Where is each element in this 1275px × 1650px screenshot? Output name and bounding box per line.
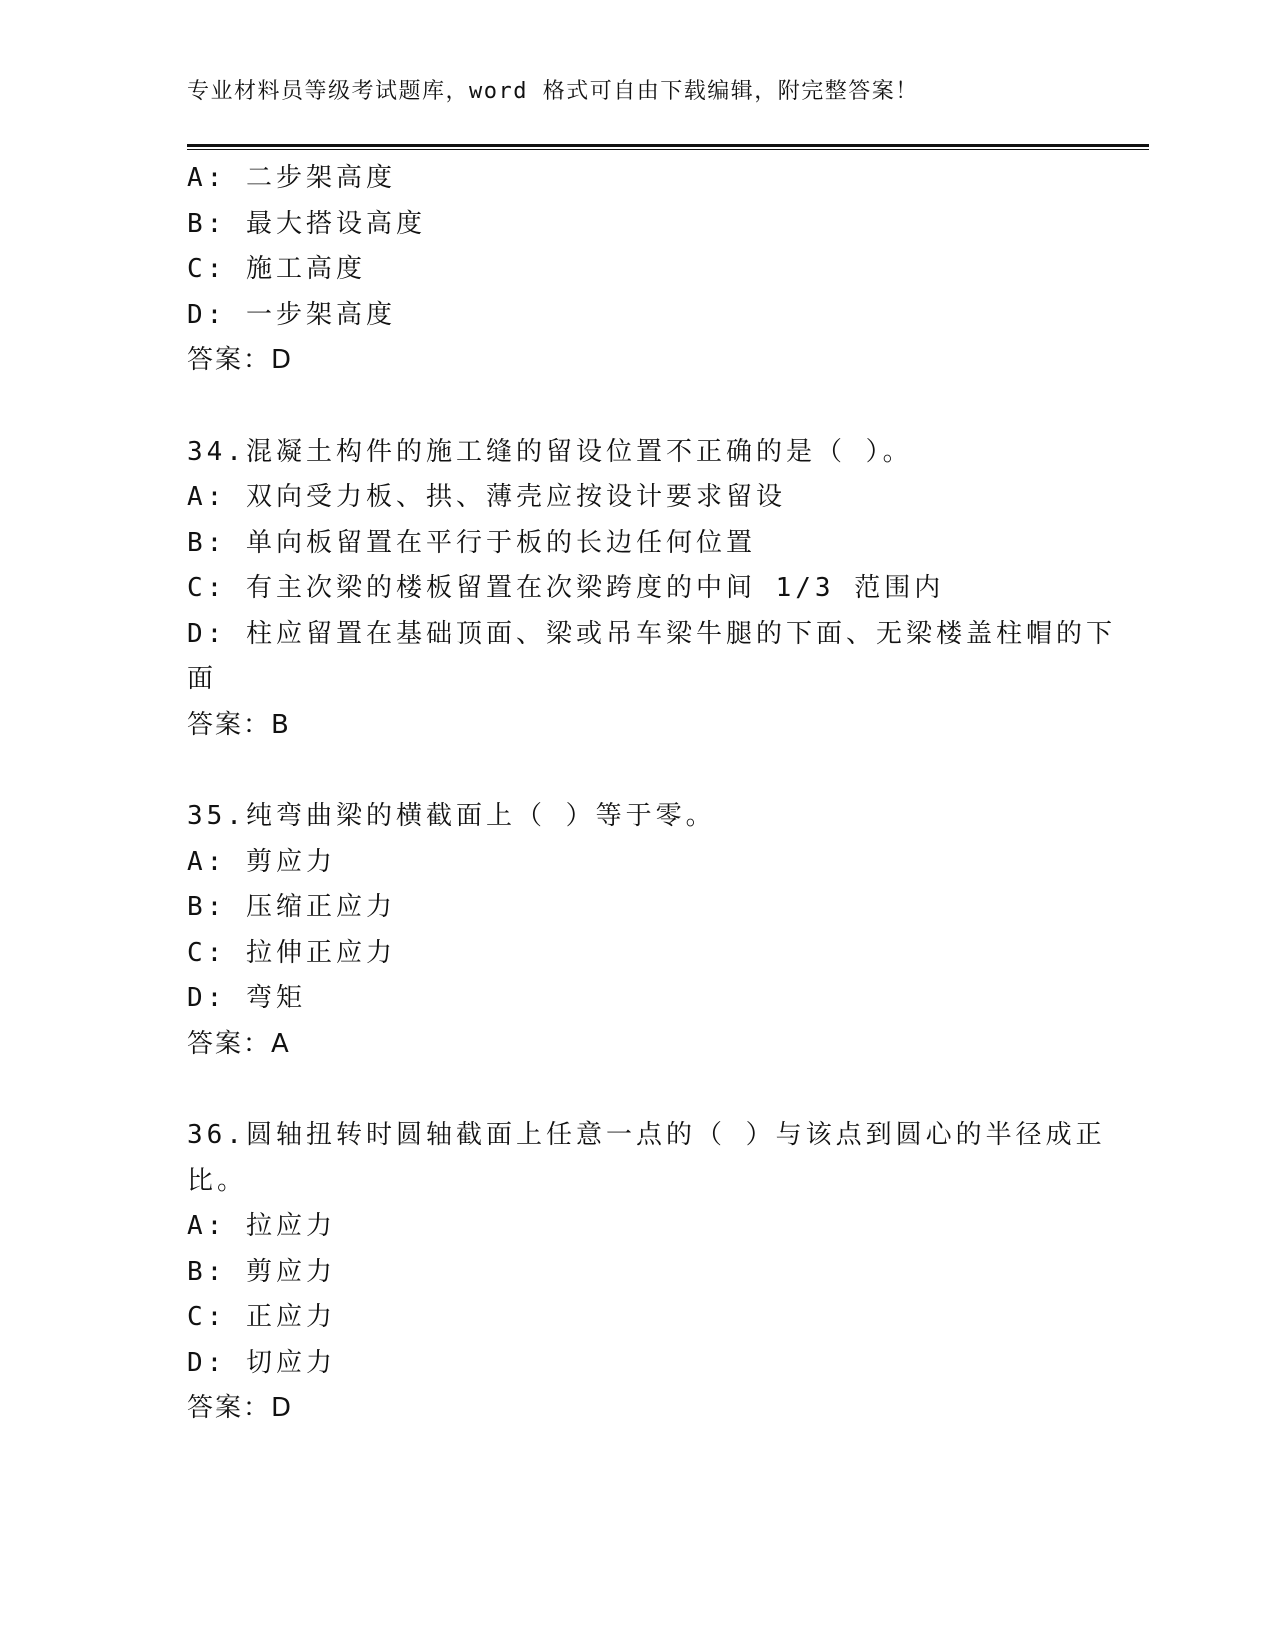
spacer xyxy=(187,1067,1087,1113)
answer-line: 答案：D xyxy=(187,345,294,375)
question-stem-continuation: 比。 xyxy=(187,1165,248,1196)
option-b: B: 单向板留置在平行于板的长边任何位置 xyxy=(187,527,756,558)
header-divider xyxy=(187,144,1149,151)
option-c: C: 施工高度 xyxy=(187,254,366,284)
option-d-continuation: 面 xyxy=(187,664,218,694)
option-d: D: 切应力 xyxy=(187,1347,336,1378)
option-b: B: 剪应力 xyxy=(187,1256,336,1287)
question-34 xyxy=(187,430,1116,749)
answer-line: 答案：D xyxy=(187,1393,294,1423)
answer-line: 答案：A xyxy=(187,1028,291,1059)
question-stem: 35.纯弯曲梁的横截面上（ ）等于零。 xyxy=(187,801,716,831)
question-36 xyxy=(187,1113,1106,1432)
question-content xyxy=(187,156,1116,1432)
question-stem: 34.混凝土构件的施工缝的留设位置不正确的是（ ）。 xyxy=(187,436,913,467)
header-divider-thin xyxy=(187,149,1149,150)
page-header: 专业材料员等级考试题库，word 格式可自由下载编辑，附完整答案！ xyxy=(187,79,919,104)
option-a: A: 双向受力板、拱、薄壳应按设计要求留设 xyxy=(187,482,786,512)
spacer xyxy=(187,384,1087,430)
option-c: C: 正应力 xyxy=(187,1302,336,1332)
option-a: A: 拉应力 xyxy=(187,1211,336,1241)
option-a: A: 剪应力 xyxy=(187,846,336,877)
question-stem: 36.圆轴扭转时圆轴截面上任意一点的（ ）与该点到圆心的半径成正 xyxy=(187,1120,1106,1150)
option-b: B: 最大搭设高度 xyxy=(187,208,426,239)
option-d: D: 弯矩 xyxy=(187,983,306,1013)
option-c: C: 拉伸正应力 xyxy=(187,937,396,968)
option-c: C: 有主次梁的楼板留置在次梁跨度的中间 1/3 范围内 xyxy=(187,573,945,603)
spacer xyxy=(187,748,1087,794)
answer-line: 答案：B xyxy=(187,709,291,740)
option-a: A: 二步架高度 xyxy=(187,163,396,193)
option-d: D: 一步架高度 xyxy=(187,299,396,330)
option-d: D: 柱应留置在基础顶面、梁或吊车梁牛腿的下面、无梁楼盖柱帽的下 xyxy=(187,618,1116,649)
header-divider-thick xyxy=(187,144,1149,147)
question-35 xyxy=(187,794,1087,1067)
question-block-prev xyxy=(187,156,1087,384)
option-b: B: 压缩正应力 xyxy=(187,892,396,922)
